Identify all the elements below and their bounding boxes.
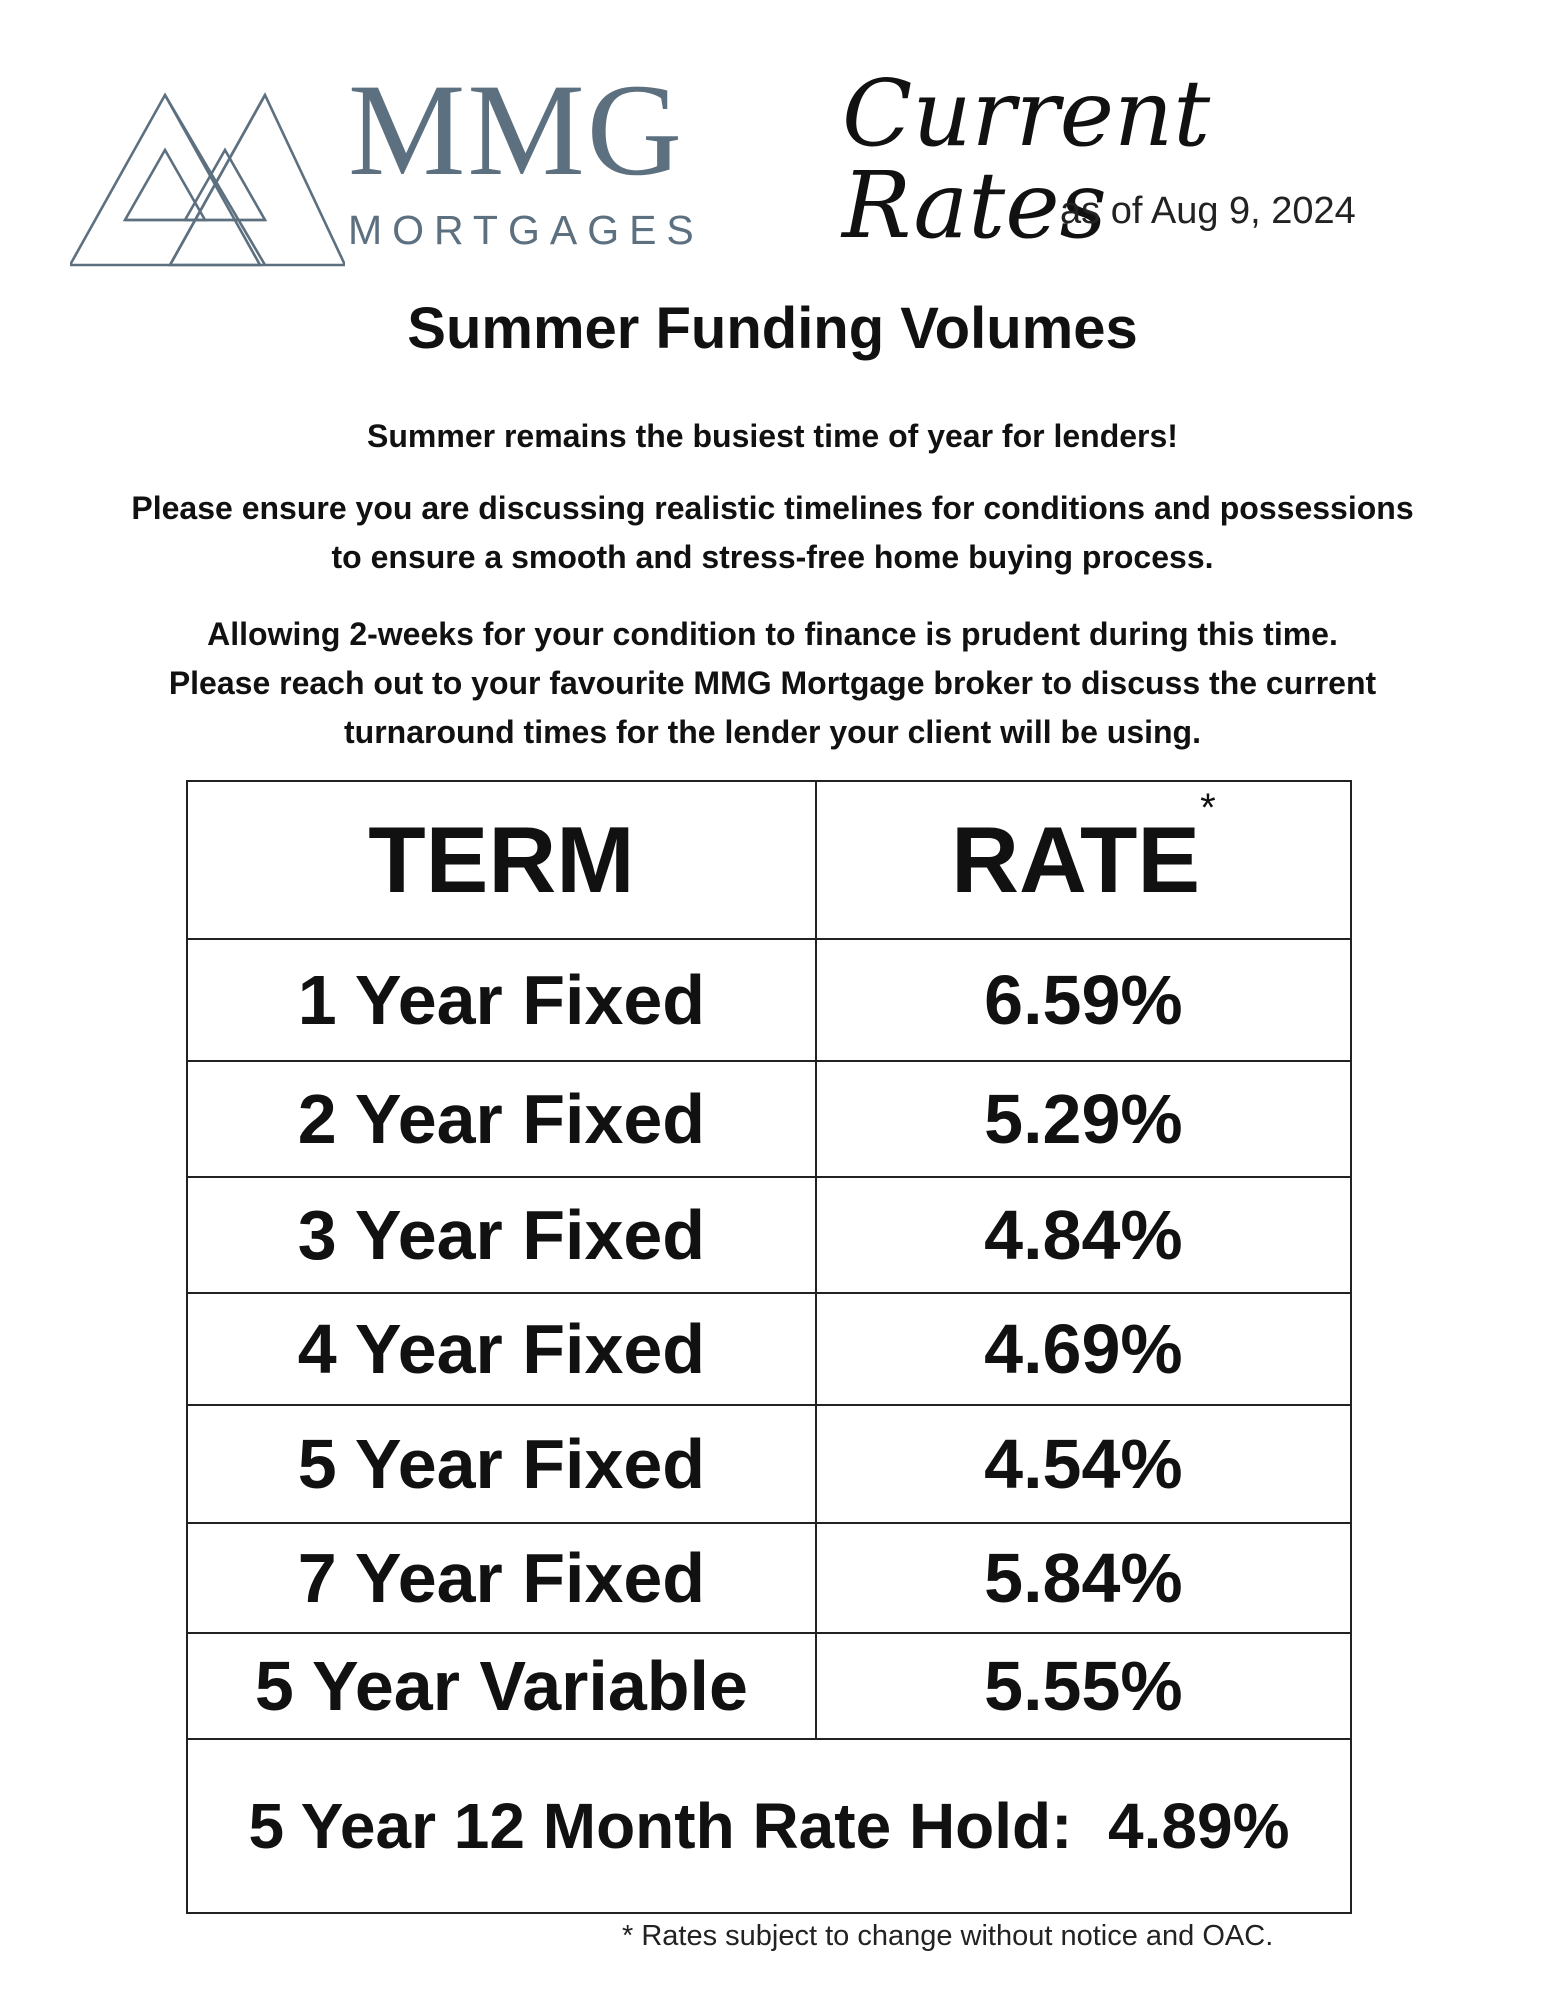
rate-cell: 5.55% xyxy=(816,1633,1351,1739)
rate-column-label: RATE xyxy=(951,807,1201,912)
notice-paragraph-3-line-1: Allowing 2-weeks for your condition to finance is prudent during this time. xyxy=(207,616,1338,652)
triangle-lattice-logo-icon xyxy=(70,70,345,270)
table-row xyxy=(187,1061,1351,1177)
rate-asterisk: * xyxy=(1200,786,1216,830)
table-header-row xyxy=(187,781,1351,939)
term-cell: 1 Year Fixed xyxy=(187,939,816,1061)
table-row xyxy=(187,1293,1351,1405)
as-of-date: as of Aug 9, 2024 xyxy=(1060,190,1356,232)
term-column-header: TERM xyxy=(187,781,816,939)
term-cell: 5 Year Fixed xyxy=(187,1405,816,1523)
table-row xyxy=(187,939,1351,1061)
rate-cell: 5.29% xyxy=(816,1061,1351,1177)
footnote: * Rates subject to change without notice and OAC. xyxy=(622,1920,1274,1952)
rate-hold-cell: 5 Year 12 Month Rate Hold: 4.89% xyxy=(187,1739,1351,1913)
notice-headline: Summer Funding Volumes xyxy=(407,296,1138,361)
table-row xyxy=(187,1633,1351,1739)
notice-paragraph-3-line-2: Please reach out to your favourite MMG Mortgage broker to discuss the current xyxy=(168,665,1377,701)
notice-paragraph-2-line-2: to ensure a smooth and stress-free home buying process. xyxy=(331,539,1214,575)
notice-paragraph-3 xyxy=(0,610,1545,757)
rate-cell: 4.84% xyxy=(816,1177,1351,1293)
rate-cell: 5.84% xyxy=(816,1523,1351,1633)
rate-cell: 4.54% xyxy=(816,1405,1351,1523)
notice-paragraph-2 xyxy=(0,484,1545,582)
notice-paragraph-2-line-1: Please ensure you are discussing realistic timelines for conditions and possessions xyxy=(131,490,1414,526)
notice-paragraph-3-line-3: turnaround times for the lender your client will be using. xyxy=(344,714,1201,750)
term-cell: 2 Year Fixed xyxy=(187,1061,816,1177)
rate-cell: 6.59% xyxy=(816,939,1351,1061)
term-cell: 7 Year Fixed xyxy=(187,1523,816,1633)
table-row xyxy=(187,1405,1351,1523)
table-row xyxy=(187,1523,1351,1633)
page-title: Current Rates xyxy=(842,60,1211,259)
table-row xyxy=(187,1177,1351,1293)
brand-subtitle: MORTGAGES xyxy=(348,207,704,253)
rates-table xyxy=(186,780,1352,1914)
brand-logo xyxy=(70,56,704,270)
brand-name: MMG xyxy=(348,56,685,203)
notice-line-1: Summer remains the busiest time of year for lenders! xyxy=(367,418,1178,454)
term-cell: 3 Year Fixed xyxy=(187,1177,816,1293)
rate-column-header xyxy=(816,781,1351,939)
term-cell: 4 Year Fixed xyxy=(187,1293,816,1405)
term-cell: 5 Year Variable xyxy=(187,1633,816,1739)
rate-hold-row xyxy=(187,1739,1351,1913)
rate-cell: 4.69% xyxy=(816,1293,1351,1405)
